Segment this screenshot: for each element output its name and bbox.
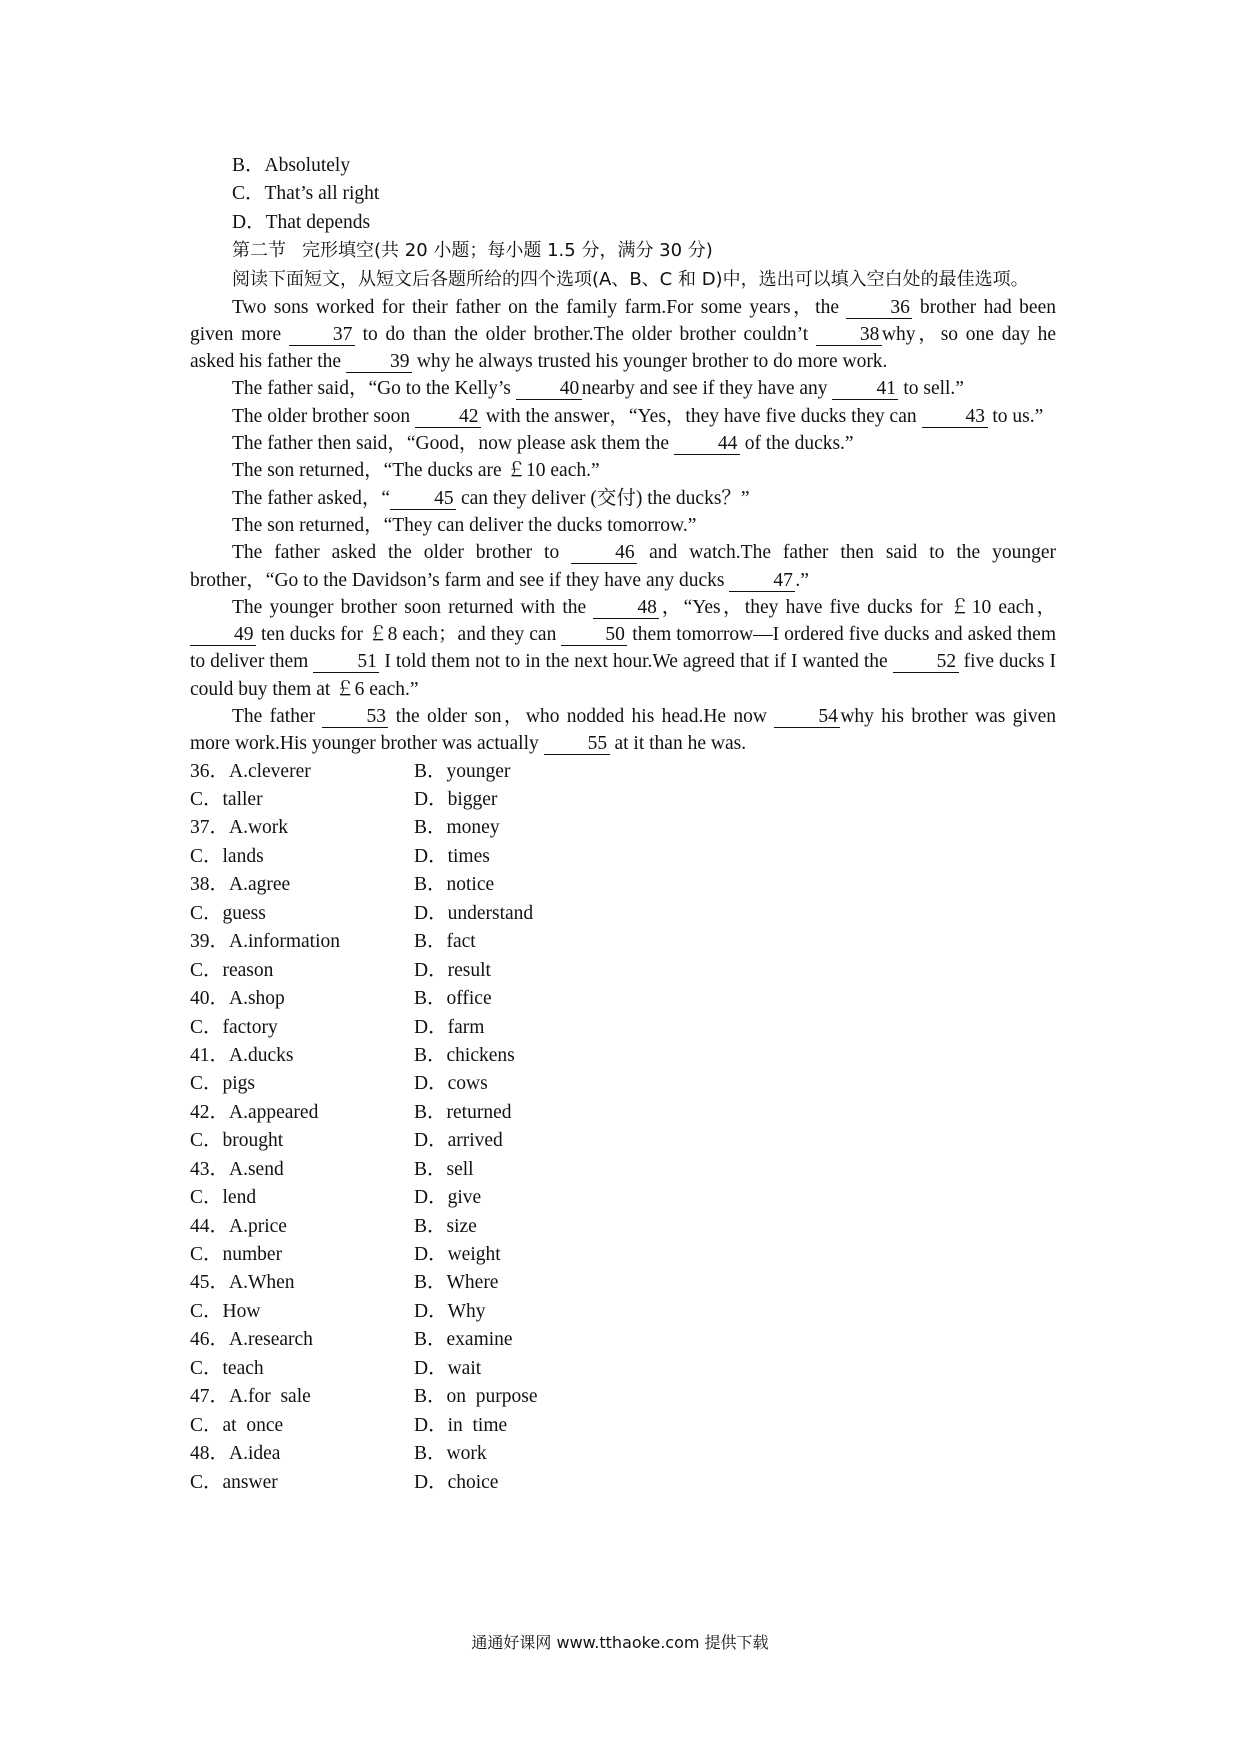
passage-paragraph [190,594,1056,703]
question-44 [190,1213,1056,1270]
cloze-passage [190,294,1056,758]
option-b: B．Where [414,1272,499,1294]
option-c: C．lend [190,1187,257,1209]
blank-38: 38 [816,325,882,346]
option-d: D．bigger [414,789,498,811]
passage-text: of the ducks.” [739,433,854,455]
option-line: C．That’s all right [232,183,380,205]
option-c: C．taller [190,789,263,811]
question-41 [190,1042,1056,1099]
blank-51: 51 [313,652,379,673]
passage-paragraph [190,430,1056,457]
blank-49: 49 [190,625,256,646]
passage-text: .” [795,569,809,591]
question-39 [190,928,1056,985]
option-b: B．examine [414,1329,513,1351]
option-c: C．at once [190,1414,284,1436]
option-c: C．factory [190,1016,278,1038]
blank-46: 46 [571,543,637,564]
option-a: 39．A.information [190,931,341,953]
passage-text: Two sons worked for their father on the family farm.For some years，the [232,296,847,318]
passage-text: with the answer，“Yes，they have five ducks they can [481,405,922,427]
option-b: B．on purpose [414,1386,538,1408]
blank-44: 44 [674,434,740,455]
blank-50: 50 [561,625,627,646]
passage-text: the older son，who nodded his head.He now [388,706,775,728]
option-b: B．notice [414,874,495,896]
passage-text: The father asked，“ [232,487,391,509]
blank-39: 39 [346,352,412,373]
question-37 [190,814,1056,871]
option-b: B．sell [414,1158,474,1180]
question-46 [190,1326,1056,1383]
question-43 [190,1156,1056,1213]
option-a: 45．A.When [190,1272,295,1294]
blank-47: 47 [729,571,795,592]
passage-paragraph [190,539,1056,594]
blank-54: 54 [774,707,840,728]
option-d: D．result [414,959,491,981]
option-d: D．farm [414,1016,485,1038]
option-b: B．returned [414,1101,512,1123]
passage-text: The older brother soon [232,405,416,427]
passage-paragraph [190,703,1056,758]
passage-paragraph: The son returned，“They can deliver the ducks tomorrow.” [232,514,697,536]
blank-40: 40 [516,379,582,400]
option-c: C．number [190,1244,283,1266]
blank-53: 53 [322,707,388,728]
option-c: C．teach [190,1357,264,1379]
blank-45: 45 [390,489,456,510]
blank-36: 36 [846,298,912,319]
passage-text: at it than he was. [609,733,747,755]
carryover-options [190,152,1056,237]
option-d: D．Why [414,1300,486,1322]
option-b: B．size [414,1215,477,1237]
passage-text: them tomorrow—I ordered five ducks and asked them to deliver them [190,624,1056,673]
question-42 [190,1099,1056,1156]
question-40 [190,985,1056,1042]
passage-text: and watch.The father then said to the younger brother，“Go to the Davidson’s farm and see if they have any ducks [190,542,1056,591]
option-d: D．weight [414,1244,501,1266]
blank-43: 43 [922,407,988,428]
option-b: B．office [414,988,492,1010]
option-a: 48．A.idea [190,1443,281,1465]
blank-41: 41 [832,379,898,400]
section-heading [190,237,1056,265]
option-a: 42．A.appeared [190,1101,319,1123]
passage-text: The father said，“Go to the Kelly’s [232,378,516,400]
passage-text: nearby and see if they have any [581,378,833,400]
section-number: 第二节 [232,240,286,262]
passage-text: to do than the older brother.The older brother couldn’t [354,323,816,345]
page-content [190,152,1056,1497]
blank-37: 37 [289,325,355,346]
option-b: B．chickens [414,1044,515,1066]
option-a: 36．A.cleverer [190,760,311,782]
section-title: 完形填空(共 20 小题；每小题 1.5 分，满分 30 分) [302,240,713,262]
option-b: B．work [414,1443,487,1465]
passage-text: The father asked the older brother to [232,542,572,564]
blank-48: 48 [593,598,659,619]
passage-paragraph [190,294,1056,376]
option-a: 40．A.shop [190,988,285,1010]
option-d: D．cows [414,1073,488,1095]
passage-text: why，so one day he asked his father the [190,323,1056,373]
option-b: B．fact [414,931,476,953]
passage-text: The father [232,706,323,728]
option-line: D．That depends [232,211,371,233]
passage-text: to sell.” [898,378,964,400]
option-c: C．How [190,1300,261,1322]
option-b: B．money [414,817,500,839]
passage-text: five ducks I could buy them at ￡6 each.” [190,651,1056,700]
option-d: D．give [414,1187,482,1209]
passage-text: brother had been given more [190,296,1056,345]
passage-text: to us.” [987,405,1044,427]
passage-text: I told them not to in the next hour.We agreed that if I wanted the [379,651,893,673]
option-c: C．lands [190,845,264,867]
passage-text: The father then said，“Good，now please ask them the [232,433,674,455]
passage-text: The younger brother soon returned with the [232,596,594,618]
option-c: C．pigs [190,1073,256,1095]
option-a: 38．A.agree [190,874,291,896]
option-c: C．guess [190,902,266,924]
blank-52: 52 [893,652,959,673]
passage-text: ten ducks for ￡8 each；and they can [256,624,562,646]
passage-text: why he always trusted his younger brother to do more work. [411,351,888,373]
blank-42: 42 [415,407,481,428]
option-a: 46．A.research [190,1329,313,1351]
option-a: 43．A.send [190,1158,284,1180]
option-d: D．choice [414,1471,499,1493]
option-c: C．brought [190,1130,284,1152]
passage-paragraph [190,485,1056,512]
question-36 [190,758,1056,815]
passage-text: can they deliver (交付) the ducks？” [456,487,750,509]
option-d: D．arrived [414,1130,503,1152]
option-d: D．wait [414,1357,482,1379]
passage-text: ，“Yes，they have five ducks for ￡10 each， [659,596,1056,618]
option-a: 44．A.price [190,1215,287,1237]
option-b: B．younger [414,760,511,782]
page-footer: 通通好课网 www.tthaoke.com 提供下载 [471,1633,769,1652]
question-48 [190,1440,1056,1497]
question-47 [190,1383,1056,1440]
option-a: 41．A.ducks [190,1044,294,1066]
option-line: B．Absolutely [232,155,351,176]
option-c: C．reason [190,959,274,981]
question-options [190,758,1056,1497]
passage-paragraph [190,375,1056,402]
option-d: D．in time [414,1414,508,1436]
option-d: D．understand [414,902,534,924]
blank-55: 55 [544,734,610,755]
option-a: 37．A.work [190,817,289,839]
passage-text: why his brother was given more work.His younger brother was actually [190,706,1056,755]
passage-paragraph [190,403,1056,430]
instructions: 阅读下面短文，从短文后各题所给的四个选项(A、B、C 和 D)中，选出可以填入空白处的最佳选项。 [232,268,1029,290]
option-c: C．answer [190,1471,278,1493]
question-38 [190,871,1056,928]
option-d: D．times [414,845,490,867]
question-45 [190,1269,1056,1326]
option-a: 47．A.for sale [190,1386,311,1408]
passage-paragraph: The son returned，“The ducks are ￡10 each.” [232,460,600,482]
